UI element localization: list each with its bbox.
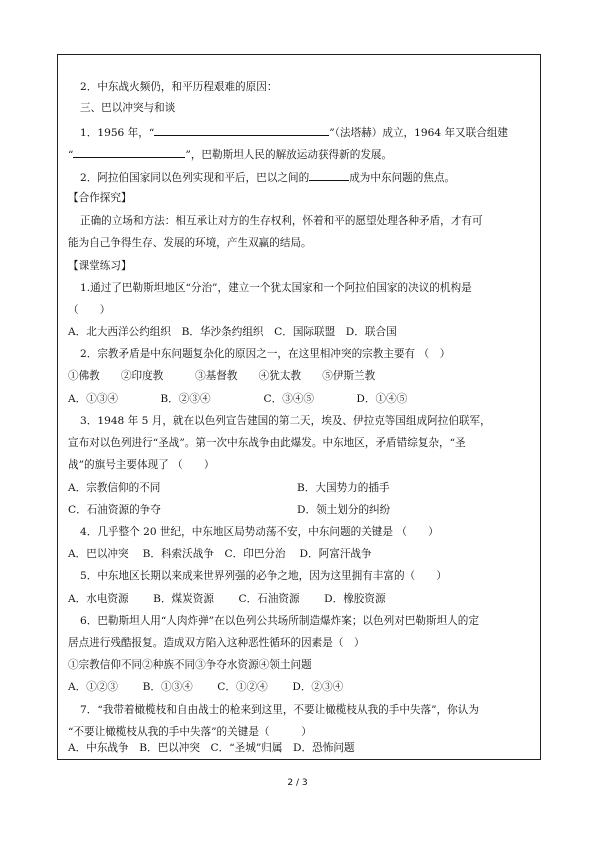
question-5-options: A．水电资源 B．煤炭资源 C．石油资源 D．橡胶资源 xyxy=(68,593,386,605)
question-6-items: ①宗教信仰不同②种族不同③争夺水资源④领土问题 xyxy=(68,659,312,671)
question-3-option-c: C．石油资源的争夺 xyxy=(68,504,161,516)
blank-2[interactable] xyxy=(73,146,185,158)
question-2-options: A．①③④ B．②③④ C．③④⑤ D．①④⑤ xyxy=(68,393,408,405)
question-3-option-b: B．大国势力的插手 xyxy=(297,482,390,494)
question-3-stem-line2: 宣布对以色列进行“圣战”。第一次中东战争由此爆发。中东地区，矛盾错综复杂，“圣 xyxy=(68,437,466,449)
question-1-options: A．北大西洋公约组织 B．华沙条约组织 C．国际联盟 D．联合国 xyxy=(68,326,397,338)
fill-question-2: 2．阿拉伯国家同以色列实现和平后，巴以之间的 成为中东问题的焦点。 xyxy=(80,169,455,185)
cooperative-inquiry-heading: 【合作探究】 xyxy=(68,192,132,204)
blank-3[interactable] xyxy=(309,169,349,181)
question-4-options: A．巴以冲突 B．科索沃战争 C．印巴分治 D．阿富汗战争 xyxy=(68,548,372,560)
question-6-stem-line2: 居点进行残酷报复。造成双方陷入这种恶性循环的因素是（ ） xyxy=(68,637,365,649)
question-6-options: A．①②③ B．①③④ C．①②④ D．②③④ xyxy=(68,681,344,693)
question-7-stem-line2: “不要让橄榄枝从我的手中失落”的关键是（ ） xyxy=(68,726,312,738)
question-1-bracket: （ ） xyxy=(68,304,111,316)
fill-question-1-line2: “ ”，巴勒斯坦人民的解放运动获得新的发展。 xyxy=(68,146,392,162)
question-3-stem-line1: 3．1948 年 5 月，就在以色列宣告建国的第二天，埃及、伊拉克等国组成阿拉伯联军， xyxy=(80,415,491,427)
section-3-heading: 三、巴以冲突与和谈 xyxy=(80,102,176,114)
question-6-stem-line1: 6．巴勒斯坦人用“人肉炸弹”在以色列公共场所制造爆炸案；以色列对巴勒斯坦人的定 xyxy=(80,615,479,627)
question-4-stem: 4．几乎整个 20 世纪，中东地区局势动荡不安，中东问题的关键是 （ ） xyxy=(80,526,439,538)
question-2-items: ①佛教 ②印度教 ③基督教 ④犹太教 ⑤伊斯兰教 xyxy=(68,370,376,382)
question-1-stem: 1.通过了巴勒斯坦地区“分治”，建立一个犹太国家和一个阿拉伯国家的决议的机构是 xyxy=(80,282,472,294)
question-5-stem: 5．中东地区长期以来成来世界列强的必争之地，因为这里拥有丰富的（ ） xyxy=(80,570,447,582)
question-7-options: A．中东战争 B．巴以冲突 C．“圣城”归属 D．恐怖问题 xyxy=(68,742,355,754)
class-practice-heading: 【课堂练习】 xyxy=(68,260,132,272)
inquiry-text-line1: 正确的立场和方法：相互承让对方的生存权利，怀着和平的愿望处理各种矛盾，才有可 xyxy=(80,215,483,227)
page-number: 2 / 3 xyxy=(287,778,308,788)
fill-question-1-line1: 1．1956 年，“ ”（法塔赫）成立，1964 年又联合组建 xyxy=(80,124,508,140)
question-3-option-a: A．宗教信仰的不同 xyxy=(68,482,161,494)
question-7-stem-line1: 7．“我带着橄榄枝和自由战士的枪来到这里，不要让橄榄枝从我的手中失落”，你认为 xyxy=(80,704,479,716)
question-3-option-d: D．领土划分的纠纷 xyxy=(297,504,391,516)
item-2-heading: 2．中东战火频仍，和平历程艰难的原因： xyxy=(80,81,278,93)
question-3-stem-line3: 战”的旗号主要体现了 （ ） xyxy=(68,459,215,471)
question-2-stem: 2．宗教矛盾是中东问题复杂化的原因之一，在这里相冲突的宗教主要有 （ ） xyxy=(80,348,451,360)
blank-1[interactable] xyxy=(154,124,329,136)
inquiry-text-line2: 能为自己争得生存、发展的环境，产生双赢的结局。 xyxy=(68,237,312,249)
